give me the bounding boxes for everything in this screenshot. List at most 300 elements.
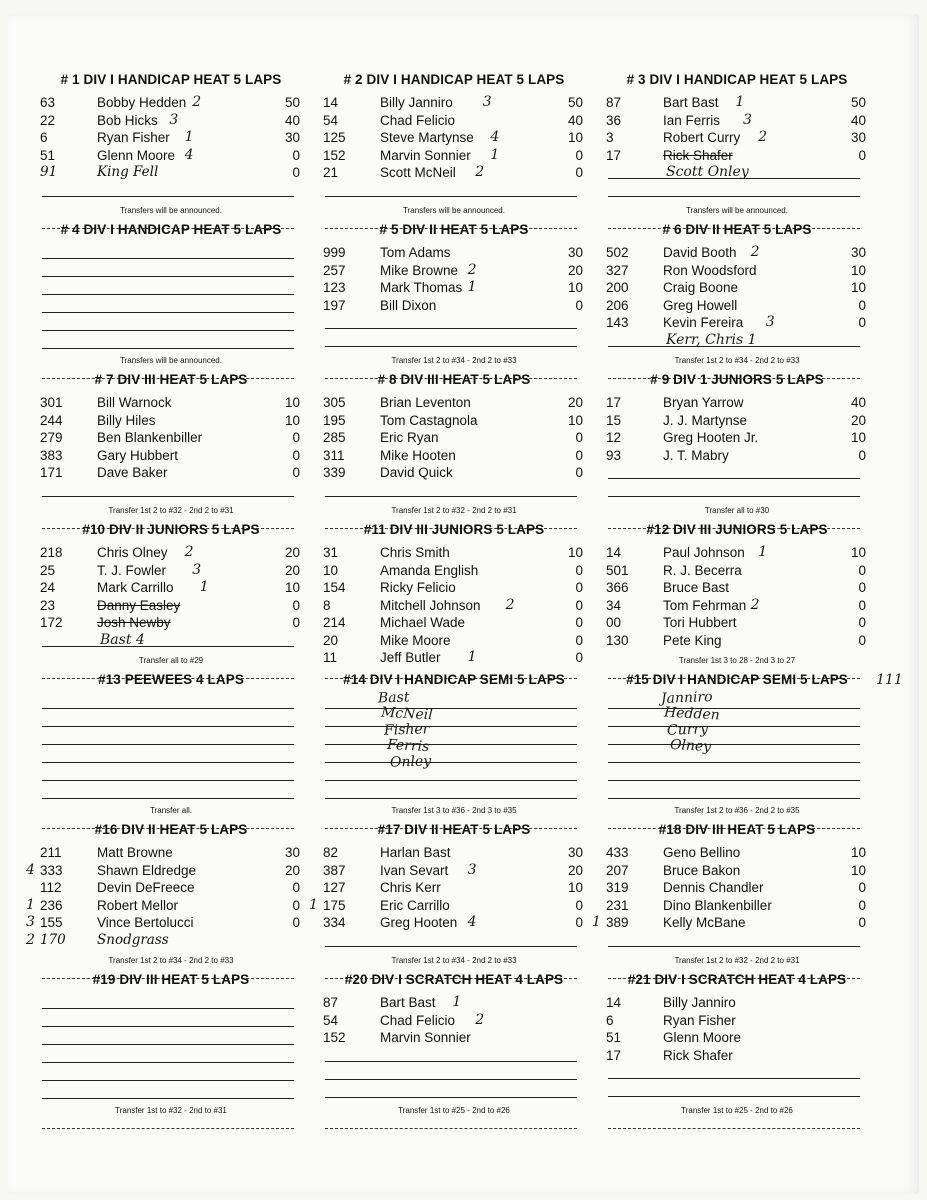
driver-name: Gary Hubbert (97, 447, 179, 463)
car-number: 285 (323, 430, 346, 445)
points: 20 (567, 262, 583, 278)
driver-name: Josh Newby (97, 615, 171, 630)
entry-row (40, 579, 302, 597)
transfer-note: Transfer all to #30 (704, 506, 770, 515)
entry-row (323, 614, 585, 632)
points: 0 (575, 430, 583, 445)
driver-name: Devin DeFreece (97, 880, 195, 895)
driver-name: Shawn Eldredge (97, 862, 197, 878)
heat-title: #14 DIV I HANDICAP SEMI 5 LAPS (343, 672, 565, 687)
driver-name: R. J. Becerra (663, 562, 742, 578)
car-number: 23 (40, 597, 56, 613)
car-number: 152 (323, 1030, 346, 1045)
entry-row (323, 279, 585, 297)
driver-name: Billy Janniro (380, 95, 453, 110)
entry-row (323, 562, 585, 580)
driver-name: Dennis Chandler (663, 880, 764, 895)
car-number: 207 (606, 862, 629, 878)
points: 10 (850, 845, 866, 860)
car-number: 63 (40, 95, 56, 110)
entry-line (325, 346, 577, 347)
finish-mark: 2 (505, 596, 515, 613)
transfer-note: Transfer 1st to #25 - 2nd to #26 (681, 1106, 793, 1115)
car-number: 6 (40, 130, 48, 145)
points: 10 (567, 412, 583, 428)
driver-name: Vince Bertolucci (97, 915, 194, 930)
car-number: 152 (323, 147, 346, 163)
driver-name: Craig Boone (663, 280, 739, 295)
handwritten-name: Janniro (660, 689, 713, 707)
transfer-note: Transfer 1st 2 to #32 - 2nd 2 to #31 (108, 506, 234, 515)
finish-mark: 2 (26, 931, 35, 948)
driver-name: Ron Woodsford (663, 262, 757, 278)
entry-row (606, 297, 868, 315)
heat-block (592, 822, 868, 970)
points: 0 (575, 447, 583, 463)
points: 0 (858, 315, 866, 330)
entry-line (42, 348, 294, 349)
car-number: 36 (606, 112, 622, 128)
entry-row (323, 844, 585, 862)
heat-block (323, 372, 585, 520)
entry-row (40, 129, 302, 147)
driver-name: Mike Moore (380, 632, 451, 648)
entry-line (325, 946, 577, 947)
finish-mark: 3 (192, 561, 202, 578)
finish-mark: 1 (490, 146, 500, 163)
entry-row (606, 1029, 868, 1047)
entry-row (40, 464, 302, 482)
car-number: 125 (323, 130, 346, 145)
heat-block (40, 972, 302, 1120)
driver-name: Brian Leventon (380, 395, 471, 410)
driver-name: Marvin Sonnier (380, 1030, 471, 1045)
finish-mark: 3 (26, 914, 35, 930)
entry-line (325, 328, 577, 329)
entry-row (606, 1047, 868, 1065)
entry-row (606, 1012, 868, 1030)
entry-row (323, 579, 585, 597)
driver-name: Mike Browne (380, 262, 459, 278)
driver-name: Dino Blankenbiller (663, 897, 772, 913)
points: 10 (284, 580, 300, 595)
driver-name: Kelly McBane (663, 915, 746, 930)
heat-title: #17 DIV II HEAT 5 LAPS (377, 822, 531, 837)
transfer-note: Transfer all. (150, 806, 192, 815)
handwritten-entry: Scott Onley (666, 164, 749, 180)
heat-title: # 4 DIV I HANDICAP HEAT 5 LAPS (60, 222, 282, 237)
driver-name: Bob Hicks (97, 112, 158, 128)
driver-name: J. T. Mabry (663, 447, 729, 463)
driver-name: Steve Martynse (380, 130, 474, 145)
entry-line (325, 798, 577, 799)
car-number: 54 (323, 112, 339, 128)
transfer-note: Transfer 1st 2 to #34 - 2nd 2 to #33 (674, 356, 800, 365)
car-number: 236 (40, 897, 63, 913)
driver-name: Bruce Bast (663, 580, 730, 595)
entry-row (40, 394, 302, 412)
entry-line (42, 330, 294, 331)
finish-mark: 3 (743, 111, 752, 128)
divider-line (42, 1128, 294, 1129)
entry-line (608, 1096, 860, 1097)
driver-name: Eric Ryan (380, 430, 439, 445)
entry-row (26, 896, 302, 915)
driver-name: Rick Shafer (663, 1047, 733, 1063)
entry-line (608, 744, 860, 745)
car-number: 24 (40, 580, 56, 595)
points: 0 (575, 650, 583, 665)
handwritten-name: Fisher (383, 721, 430, 739)
car-number: 123 (323, 280, 346, 295)
finish-mark: 3 (482, 94, 492, 110)
entry-row (323, 1012, 585, 1030)
driver-name: Bill Dixon (380, 297, 437, 313)
driver-name: Billy Hiles (97, 412, 156, 428)
entry-line (325, 196, 577, 197)
heat-block (40, 72, 302, 220)
driver-name: Kevin Fereira (663, 315, 744, 330)
heat-title: #11 DIV III JUNIORS 5 LAPS (363, 522, 545, 537)
driver-name: Bryan Yarrow (663, 395, 744, 410)
entry-row (26, 914, 302, 932)
heat-title: #16 DIV II HEAT 5 LAPS (94, 822, 248, 837)
points: 0 (292, 430, 300, 445)
heat-title: # 5 DIV II HEAT 5 LAPS (379, 222, 529, 237)
points: 10 (850, 862, 866, 878)
entry-line (325, 1079, 577, 1080)
entry-line (42, 798, 294, 799)
car-number: 433 (606, 845, 629, 860)
entry-line (42, 780, 294, 781)
heat-block (323, 672, 585, 820)
points: 0 (858, 562, 866, 578)
driver-name: Bart Bast (380, 995, 436, 1010)
driver-name: Robert Curry (663, 130, 741, 145)
driver-name: Rick Shafer (663, 147, 733, 163)
entry-row (26, 931, 302, 950)
car-number: 21 (323, 165, 339, 180)
transfer-note: Transfers will be announced. (686, 206, 788, 215)
driver-name: Ricky Felicio (380, 580, 456, 595)
car-number: 91 (40, 164, 58, 180)
heat-block (606, 372, 868, 520)
entry-row (323, 129, 585, 147)
handwritten-entry: Bast 4 (100, 631, 145, 648)
finish-mark: 1 (184, 129, 194, 145)
car-number: 12 (606, 430, 622, 445)
entry-row (323, 632, 585, 650)
entry-line (325, 1061, 577, 1062)
driver-name: Mitchell Johnson (380, 597, 481, 613)
entry-row (40, 94, 302, 112)
finish-mark: 1 (26, 896, 35, 913)
points: 0 (575, 147, 583, 163)
entry-row (40, 412, 302, 430)
driver-name: Ben Blankenbiller (97, 430, 203, 445)
handwritten-name: Bast (377, 689, 410, 707)
points: 20 (284, 545, 300, 560)
points: 0 (292, 615, 300, 630)
entry-row (606, 147, 868, 165)
entry-row (592, 914, 868, 932)
heat-title: # 2 DIV I HANDICAP HEAT 5 LAPS (343, 72, 565, 87)
driver-name: Greg Howell (663, 297, 738, 313)
entry-row (40, 614, 302, 632)
finish-mark: 1 (592, 914, 601, 930)
driver-name: Geno Bellino (663, 845, 741, 860)
car-number: 14 (606, 545, 622, 560)
car-number: 244 (40, 412, 63, 428)
finish-mark: 3 (467, 861, 477, 878)
points: 10 (850, 430, 866, 445)
points: 0 (575, 597, 583, 613)
points: 10 (850, 280, 866, 295)
points: 0 (575, 297, 583, 313)
heat-block (323, 222, 585, 370)
points: 20 (850, 412, 866, 428)
finish-mark: 1 (452, 994, 462, 1010)
transfer-note: Transfer all to #29 (138, 656, 204, 665)
entry-line (608, 478, 860, 479)
entry-row (606, 862, 868, 880)
heat-block (40, 672, 302, 820)
car-number: 00 (606, 615, 622, 630)
entry-row (323, 394, 585, 412)
points: 20 (567, 395, 583, 410)
entry-row (323, 464, 585, 482)
driver-name: Snodgrass (97, 931, 169, 948)
points: 0 (858, 915, 866, 930)
entry-line (42, 1026, 294, 1027)
car-number: 206 (606, 297, 629, 313)
entry-line (42, 276, 294, 277)
car-number: 175 (323, 897, 346, 913)
points: 0 (858, 615, 866, 630)
entry-line (42, 1008, 294, 1009)
points: 0 (292, 597, 300, 613)
entry-line (608, 798, 860, 799)
entry-line (608, 708, 860, 709)
car-number: 54 (323, 1012, 339, 1028)
points: 0 (858, 880, 866, 895)
entry-row (40, 597, 302, 615)
entry-row (323, 914, 585, 932)
car-number: 143 (606, 315, 629, 330)
entry-row (606, 412, 868, 430)
car-number: 389 (606, 915, 629, 930)
entry-row (606, 544, 868, 562)
car-number: 127 (323, 880, 346, 895)
points: 0 (575, 562, 583, 578)
driver-name: Chris Smith (380, 545, 450, 560)
points: 30 (567, 245, 583, 260)
finish-mark: 1 (735, 94, 745, 110)
car-number: 93 (606, 447, 622, 463)
driver-name: Billy Janniro (663, 995, 736, 1010)
driver-name: Bill Warnock (97, 395, 172, 410)
finish-mark: 2 (750, 596, 760, 613)
points: 40 (850, 395, 866, 410)
divider-line (325, 1128, 577, 1129)
heat-block (40, 372, 302, 520)
heat-title: #13 PEEWEES 4 LAPS (98, 672, 244, 687)
heat-block (26, 822, 302, 970)
entry-line (42, 1062, 294, 1063)
car-number: 231 (606, 897, 629, 913)
transfer-note: Transfer 1st to #25 - 2nd to #26 (398, 1106, 510, 1115)
entry-row (606, 632, 868, 650)
finish-mark: 3 (169, 111, 179, 128)
heat-title: # 1 DIV I HANDICAP HEAT 5 LAPS (60, 72, 282, 87)
driver-name: Matt Browne (97, 845, 173, 860)
heat-title: #18 DIV III HEAT 5 LAPS (658, 822, 816, 837)
heat-block (323, 972, 585, 1120)
points: 0 (858, 297, 866, 313)
entry-row (40, 562, 302, 580)
entry-line (42, 312, 294, 313)
entry-row (323, 297, 585, 315)
transfer-note: Transfer 1st to #32 - 2nd to #31 (115, 1106, 227, 1115)
heat-title: # 8 DIV III HEAT 5 LAPS (377, 372, 531, 387)
points: 0 (858, 147, 866, 163)
driver-name: Mark Thomas (380, 280, 463, 295)
driver-name: David Booth (663, 245, 737, 260)
entry-row (606, 279, 868, 297)
entry-row (606, 429, 868, 447)
transfer-note: Transfer 1st 2 to #32 - 2nd 2 to #31 (391, 506, 517, 515)
car-number: 15 (606, 412, 622, 428)
transfer-note: Transfer 1st 2 to #34 - 2nd 2 to #33 (108, 956, 234, 965)
finish-mark: 4 (184, 146, 194, 163)
car-number: 197 (323, 297, 346, 313)
points: 20 (284, 862, 300, 878)
driver-name: Pete King (663, 632, 722, 648)
car-number: 214 (323, 615, 346, 630)
driver-name: Mark Carrillo (97, 580, 174, 595)
driver-name: Tom Fehrman (663, 597, 747, 613)
driver-name: Chad Felicio (380, 1012, 456, 1028)
entry-row (606, 447, 868, 465)
driver-name: Greg Hooten (380, 915, 458, 930)
car-number: 87 (606, 95, 622, 110)
heat-block (606, 222, 868, 370)
entry-line (42, 496, 294, 497)
driver-name: Glenn Moore (663, 1030, 742, 1045)
entry-row (606, 112, 868, 130)
driver-name: Dave Baker (97, 465, 168, 480)
car-number: 339 (323, 465, 346, 480)
points: 20 (284, 562, 300, 578)
points: 40 (284, 112, 300, 128)
finish-mark: 1 (309, 896, 318, 913)
finish-mark: 1 (758, 544, 768, 560)
entry-line (42, 708, 294, 709)
car-number: 171 (40, 465, 63, 480)
points: 0 (575, 632, 583, 648)
handwritten-name: Curry (666, 721, 709, 739)
points: 0 (575, 165, 583, 180)
driver-name: Tom Castagnola (380, 412, 478, 428)
car-number: 31 (323, 545, 339, 560)
finish-mark: 2 (192, 94, 202, 110)
points: 10 (850, 262, 866, 278)
driver-name: Marvin Sonnier (380, 147, 471, 163)
car-number: 387 (323, 862, 346, 878)
entry-row (606, 244, 868, 262)
finish-mark: 2 (750, 244, 760, 260)
points: 10 (284, 395, 300, 410)
driver-name: Greg Hooten Jr. (663, 430, 759, 445)
car-number: 14 (323, 95, 339, 110)
entry-line (42, 646, 294, 647)
points: 10 (567, 545, 583, 560)
driver-name: Glenn Moore (97, 147, 176, 163)
points: 10 (850, 545, 866, 560)
transfer-note: Transfer 1st 2 to #32 - 2nd 2 to #31 (674, 956, 800, 965)
driver-name: King Fell (97, 164, 159, 180)
entry-row (40, 544, 302, 562)
car-number: 82 (323, 845, 339, 860)
divider-line (608, 1128, 860, 1129)
heat-title: # 9 DIV 1 JUNIORS 5 LAPS (650, 372, 824, 387)
entry-line (608, 196, 860, 197)
car-number: 34 (606, 597, 622, 613)
entry-row (40, 844, 302, 862)
points: 0 (575, 915, 583, 930)
entry-line (325, 496, 577, 497)
points: 0 (858, 447, 866, 463)
finish-mark: 2 (184, 544, 194, 560)
finish-mark: 4 (490, 129, 500, 145)
entry-row (323, 412, 585, 430)
car-number: 172 (40, 615, 63, 630)
points: 0 (575, 897, 583, 913)
finish-mark: 4 (26, 861, 35, 878)
handwritten-entry: Kerr, Chris 1 (666, 331, 757, 348)
transfer-note: Transfer 1st 2 to #34 - 2nd 2 to #33 (391, 956, 517, 965)
entry-row (606, 579, 868, 597)
heat-title: #19 DIV III HEAT 5 LAPS (92, 972, 250, 987)
points: 0 (292, 915, 300, 930)
car-number: 327 (606, 262, 629, 278)
finish-mark: 2 (475, 1011, 485, 1028)
points: 40 (567, 112, 583, 128)
driver-name: Chris Kerr (380, 880, 441, 895)
entry-row (323, 94, 585, 112)
driver-name: Eric Carrillo (380, 897, 450, 913)
driver-name: Bobby Hedden (97, 95, 187, 110)
entry-row (40, 164, 302, 182)
entry-line (42, 1044, 294, 1045)
heat-block (309, 822, 585, 970)
handwritten-name: Olney (669, 736, 712, 756)
driver-name: David Quick (380, 465, 453, 480)
finish-mark: 4 (467, 914, 477, 930)
entry-row (323, 147, 585, 165)
points: 0 (858, 580, 866, 595)
car-number: 502 (606, 245, 629, 260)
points: 10 (284, 412, 300, 428)
transfer-note: Transfer 1st 2 to #36 - 2nd 2 to #35 (674, 806, 800, 815)
entry-line (325, 780, 577, 781)
entry-row (309, 896, 585, 915)
points: 10 (567, 130, 583, 145)
heat-block (323, 522, 585, 670)
entry-line (608, 1078, 860, 1079)
points: 10 (567, 880, 583, 895)
car-number: 17 (606, 147, 622, 163)
